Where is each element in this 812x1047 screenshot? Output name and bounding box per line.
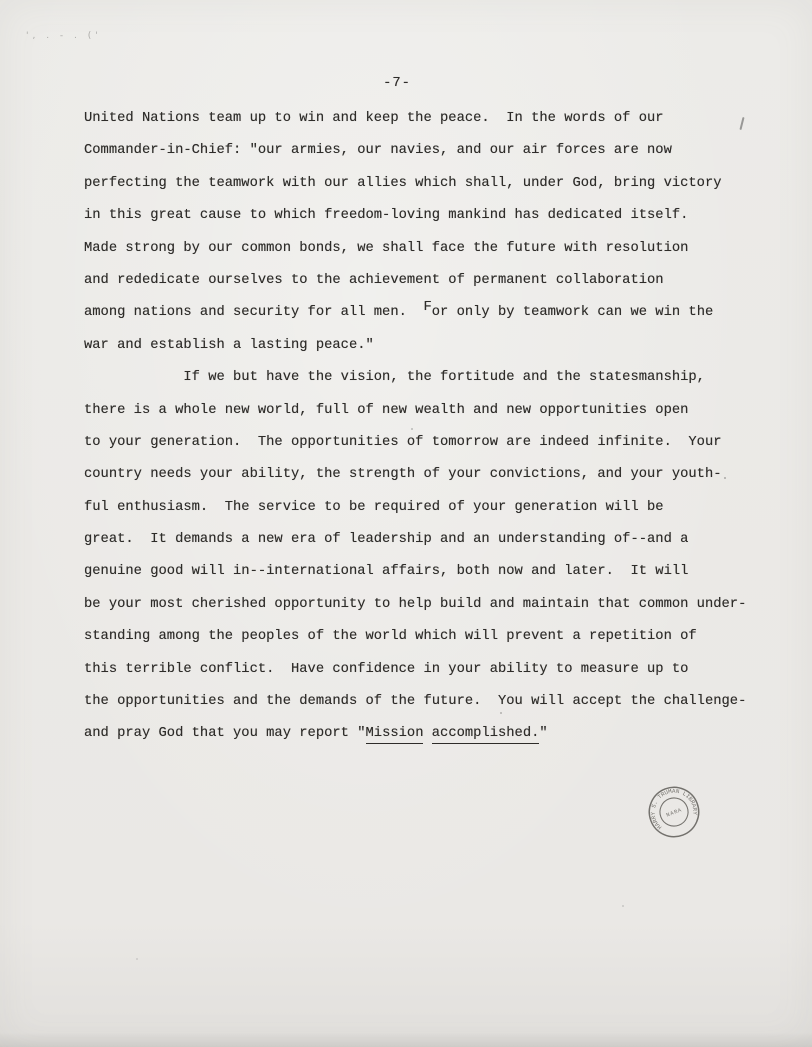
document-body <box>84 103 746 751</box>
text-line: to your generation. The opportunities of tomorrow are indeed infinite. Your <box>84 434 722 450</box>
text-line: Made strong by our common bonds, we shall face the future with resolution <box>84 240 689 256</box>
text-line: standing among the peoples of the world which will prevent a repetition of <box>84 629 697 645</box>
text-line: this terrible conflict. Have confidence in your ability to measure up to <box>84 661 689 677</box>
text-line: war and establish a lasting peace." <box>84 337 374 353</box>
text-line: among nations and security for all men. For only by teamwork can we win the <box>84 300 714 321</box>
text-line: ful enthusiasm. The service to be required of your generation will be <box>84 499 664 515</box>
text-line: and rededicate ourselves to the achievement of permanent collaboration <box>84 272 664 288</box>
stamp-center-text: NARA <box>665 806 684 819</box>
paper-specks <box>0 0 2 2</box>
text-line: genuine good will in--international affairs, both now and later. It will <box>84 564 689 580</box>
text-line: United Nations team up to win and keep the peace. In the words of our <box>84 111 664 126</box>
pencil-marks: ', . - . (' <box>26 31 102 41</box>
truman-library-stamp <box>643 781 705 843</box>
text-line: If we but have the vision, the fortitude and the statesmanship, <box>84 370 705 386</box>
stamp-ring-text: HARRY S. TRUMAN LIBRARY <box>649 787 699 831</box>
text-line: be your most cherished opportunity to help build and maintain that common under- <box>84 596 747 612</box>
text-line: in this great cause to which freedom-loving mankind has dedicated itself. <box>84 208 689 224</box>
text-line: great. It demands a new era of leadership and an understanding of--and a <box>84 532 689 548</box>
text-line: there is a whole new world, full of new wealth and new opportunities open <box>84 402 689 418</box>
text-line: perfecting the teamwork with our allies which shall, under God, bring victory <box>84 175 722 191</box>
text-line: the opportunities and the demands of the future. You will accept the challenge- <box>84 694 747 710</box>
page-number: -7- <box>383 76 411 91</box>
text-line: Commander-in-Chief: "our armies, our navies, and our air forces are now <box>84 143 672 159</box>
text-line: country needs your ability, the strength of your convictions, and your youth- <box>84 467 722 483</box>
text-line: and pray God that you may report "Mission accomplished." <box>84 718 746 750</box>
